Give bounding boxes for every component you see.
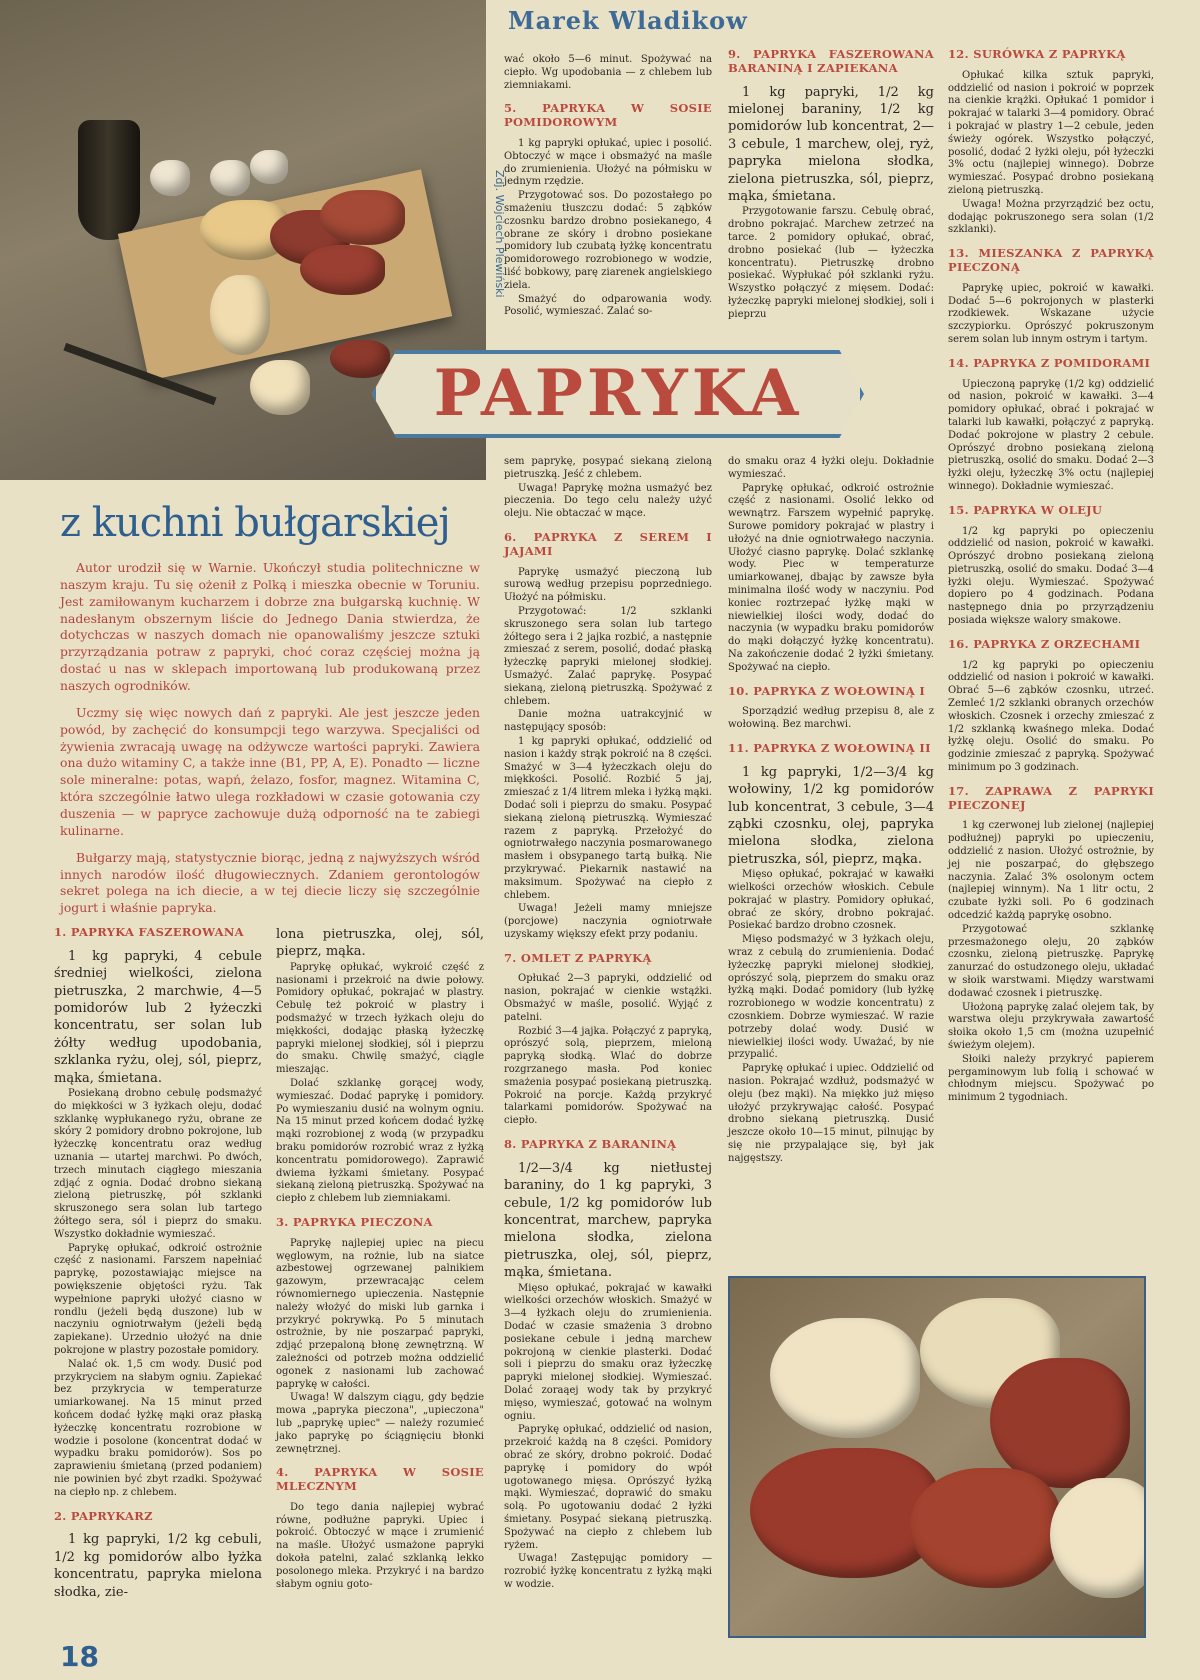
recipe-text: Posiekaną drobno cebulę podsmażyć do miękkości w 3 łyżkach oleju, dodać szklankę wypłukanego ryżu, obrane ze skóry 2 pomidory drobno pokrojone, lub łyżeczkę koncentratu oraz według uznania — utartej marchwi. Po dwóch, trzech minutach ciągłego mieszania zdjąć z ognia. Dodać drobno siekaną zieloną pietruszkę, pół szklanki skruszonego sera solan lub tartego żółtego sera, sól i pieprz do smaku. Wszystko dokładnie wymieszać. <box>54 1088 262 1240</box>
recipe-text: 1/2 kg papryki po opieczeniu oddzielić od nasion, pokroić w kawałki. Oprószyć drobno posiekaną zieloną pietruszką, osolić do smaku. Dodać 3—4 łyżki oleju. Wymieszać. Spożywać dopiero po 4 godzinach. Podana następnego dnia po przyrządzeniu posiada większe walory smakowe. <box>948 525 1154 627</box>
recipe-heading: 2. PAPRYKARZ <box>54 1508 153 1523</box>
column-4 <box>728 456 934 1167</box>
garlic-shape <box>250 150 288 184</box>
intro-paragraph: Uczmy się więc nowych dań z papryki. Ale jest jeszcze jeden powód, by zachęcić do konsumpcji tego warzywa. Specjaliści od żywienia zwracają uwagę na odżywcze wartości papryki. Zawiera ona dużo witaminy C, a także inne (B1, PP, A, E). Ponadto — liczne sole mineralne: potas, wapń, żelazo, fosfor, magnez. Witamina C, która szczególnie łatwo ulega rozkładowi w czasie gotowania czy duszenia — w papryce zachowuje dużą odporność na te zabiegi kulinarne. <box>60 704 480 838</box>
pepper-shape <box>210 275 270 355</box>
recipe-heading: 10. PAPRYKA Z WOŁOWINĄ I <box>728 683 926 698</box>
recipe-text: Danie można uatrakcyjnić w następujący sposób: <box>504 709 712 734</box>
recipe-text: Upieczoną paprykę (1/2 kg) oddzielić od nasion, pokroić w kawałki. 3—4 pomidory opłukać, obrać i pokrajać w talarki lub kawałki, połączyć z papryką. Dodać pokrojone w plastry 2 cebule. Oprószyć drobno posiekaną zieloną pietruszką, osolić do smaku. Dodać 2—3 łyżki oleju, łyżeczkę 3% octu (najlepiej winnego). Dokładnie wymieszać. <box>948 378 1154 492</box>
article-title: PAPRYKA <box>433 356 803 431</box>
pepper-shape <box>300 245 385 295</box>
recipe-text: Paprykę usmażyć pieczoną lub surową według przepisu poprzedniego. Ułożyć na półmisku. <box>504 566 712 604</box>
pepper-shape <box>320 190 405 245</box>
recipe-heading: 1. PAPRYKA FASZEROWANA <box>54 925 244 939</box>
recipe-heading: 15. PAPRYKA W OLEJU <box>948 502 1103 517</box>
recipe-text: Paprykę najlepiej upiec na piecu węglowym, na rożnie, lub na siatce azbestowej ogrzewanej palnikiem gazowym, przewracając celem równomiernego upieczenia. Następnie należy włożyć do miski lub garnka i przykryć pokrywką. Po 5 minutach ostrożnie, by nie poszarpać papryki, zdjąć przepaloną błonę zewnętrzną. W zależności od potrzeb można oddzielić ogonek z nasionami lub zachować paprykę w całości. <box>276 1237 484 1390</box>
recipe-text: Przygotować: 1/2 szklanki skruszonego sera solan lub tartego żółtego sera i 2 jajka rozbić, a następnie zmieszać z serem, posolić, dodać płaską łyżeczkę papryki mielonej słodkiej. Usmażyć. Zalać paprykę. Posypać siekaną, zieloną pietruszką. Spożywać z chlebem. <box>504 605 712 707</box>
recipe-text: Mięso podsmażyć w 3 łyżkach oleju, wraz z cebulą do zrumienienia. Dodać łyżeczkę papryki mielonej słodkiej, oprószyć solą, pieprzem do smaku oraz łyżką mąki. Dodać pomidory (lub łyżkę rozrobionego w wodzie koncentratu) z czosnkiem. Dobrze wymieszać. W razie potrzeby dolać wody. Dusić w niewielkiej ilości wody. Uważać, by nie przypalić. <box>728 934 934 1061</box>
recipe-text: Nalać ok. 1,5 cm wody. Dusić pod przykryciem na słabym ogniu. Zapiekać bez przykrycia w temperaturze umiarkowanej. Na 15 minut przed końcem dodać łyżkę mąki oraz płaską łyżeczkę koncentratu rozrobione w wodzie i posolone (koncentrat dodać w wypadku braku pomidorów). Sos po zaprawieniu śmietaną (przed podaniem) nie powinien być zbyt rzadki. Spożywać na ciepło np. z chlebem. <box>54 1358 262 1498</box>
recipe-heading: 11. PAPRYKA Z WOŁOWINĄ II <box>728 740 931 755</box>
recipe-heading: 7. OMLET Z PAPRYKĄ <box>504 950 652 965</box>
recipe-heading: 16. PAPRYKA Z ORZECHAMI <box>948 636 1141 651</box>
recipe-text: Ułożoną paprykę zalać olejem tak, by warstwa oleju przykrywała zawartość słoika około 1,5 cm (można uzupełnić świeżym olejem). <box>948 1001 1154 1051</box>
recipe-text: 1 kg czerwonej lub zielonej (najlepiej podłużnej) papryki po upieczeniu, oddzielić z nasion. Ułożyć ostrożnie, by jej nie poszarpać, do głębszego naczynia. Zalać 3% osolonym octem (najlepiej winnym). Na 1 litr octu, 2 czubate łyżki soli. Po 6 godzinach odcedzić każdą paprykę osobno. <box>948 820 1154 922</box>
column-4-top <box>728 48 934 323</box>
intro-text <box>60 560 480 927</box>
recipe-text: Paprykę opłukać, odkroić ostrożnie część z nasionami. Farszem napełniać paprykę, pozostawiając miejsce na powiększenie objętości ryżu. Tak wypełnione papryki ułożyć ciasno w rondlu (jeżeli będą duszone) lub w naczyniu ogniotrwałym (jeżeli będą zapiekane). Urzednio ułożyć na dnie pokrojone w plastry pozostałe pomidory. <box>54 1242 262 1356</box>
column-3-top <box>504 54 712 320</box>
pepper-shape <box>250 360 310 415</box>
article-subtitle: z kuchni bułgarskiej <box>60 500 450 546</box>
pepper-shape <box>1050 1478 1146 1598</box>
pepper-shape <box>770 1318 920 1438</box>
recipe-heading: 13. MIESZANKA Z PAPRYKĄ PIECZONĄ <box>948 246 1154 274</box>
ingredients: 1 kg papryki, 1/2—3/4 kg wołowiny, 1/2 kg pomidorów lub koncentrat, 3 cebule, 3—4 ząbki czosnku, olej, papryka mielona słodka, zielona pietruszka, sól, pieprz, mąka. <box>728 764 934 867</box>
recipe-text: Dolać szklankę gorącej wody, wymieszać. Dodać paprykę i pomidory. Po wymieszaniu dusić na wolnym ogniu. Na 15 minut przed końcem dodać łyżkę mąki rozrobionej z wodą (w przypadku braku pomidorów rozrobić wraz z łyżką koncentratu pomidorowego). Zaprawić dwiema łyżkami śmietany. Posypać siekaną zieloną pietruszką. Spożywać na ciepło z chlebem lub ziemniakami. <box>276 1077 484 1205</box>
intro-paragraph: Bułgarzy mają, statystycznie biorąc, jedną z najwyższych wśród innych narodów ilość długowiecznych. Zdaniem gerontologów sekret polega na ich diecie, a w tej diecie liczy się szczególnie jogurt i właśnie papryka. <box>60 849 480 916</box>
ingredients: 1/2—3/4 kg nietłustej baraniny, do 1 kg papryki, 3 cebule, 1/2 kg pomidorów lub koncentrat, marchew, papryka mielona słodka, zielona pietruszka, olej, sól, pieprz, mąka, śmietana. <box>504 1160 712 1281</box>
recipe-text: Mięso opłukać, pokrajać w kawałki wielkości orzechów włoskich. Cebule pokrajać w plastry. Pomidory opłukać, obrać ze skóry, drobno pokrajać. Posiekać bardzo drobno czosnek. <box>728 869 934 932</box>
recipe-text: Smażyć do odparowania wody. Posolić, wymieszać. Zalać so- <box>504 293 712 318</box>
recipe-heading: 6. PAPRYKA Z SEREM I JAJAMI <box>504 529 712 558</box>
cutting-board <box>118 169 452 380</box>
recipe-text: Opłukać 2—3 papryki, oddzielić od nasion, pokrajać w cienkie wstążki. Obsmażyć w maśle, posolić. Wyjąć z patelni. <box>504 973 712 1023</box>
column-3 <box>504 456 712 1593</box>
intro-paragraph: Autor urodził się w Warnie. Ukończył studia politechniczne w naszym kraju. Tu się ożenił z Polką i mieszka obecnie w Toruniu. Jest zamiłowanym kucharzem i dobrze zna bułgarską kuchnię. W nadesłanym obszernym liście do Jednego Dania stwierdza, że dotychczas w naszych domach nie opanowaliśmy jeszcze sztuki przyrządzania potraw z papryki, choć coraz częściej można ją dostać u nas w sklepach importowaną lub produkowaną przez naszych ogrodników. <box>60 560 480 694</box>
recipe-text: Paprykę opłukać, odkroić ostrożnie część z nasionami. Osolić lekko od wewnątrz. Farszem wypełnić paprykę. Surowe pomidory pokrajać w plastry i ułożyć na dnie ogniotrwałego naczynia. Ułożyć ciasno paprykę. Dolać szklankę wody. Piec w temperaturze umiarkowanej, dbając by zawsze była minimalna ilość wody w naczyniu. Pod koniec roztrzepać łyżkę mąki w niewielkiej ilości wody, dodać do naczynia (w wypadku braku pomidorów do mąki dołączyć łyżkę koncentratu). Na zakończenie dodać 2 łyżki śmietany. Spożywać na ciepło. <box>728 482 934 673</box>
recipe-heading: 5. PAPRYKA W SOSIE POMIDOROWYM <box>504 101 712 130</box>
recipe-text: Paprykę upiec, pokroić w kawałki. Dodać 5—6 pokrojonych w plasterki rzodkiewek. Wskazane użycie szczypiorku. Oprószyć pokruszonym serem solan lub innym ostrym i tartym. <box>948 282 1154 345</box>
recipe-text: Przygotowanie farszu. Cebulę obrać, drobno pokrajać. Marchew zetrzeć na tarce. 2 pomidory opłukać, obrać, drobno posiekać (lub — łyżeczka koncentratu). Pietruszkę drobno posiekać. Wypłukać pół szklanki ryżu. Wszystko połączyć z mięsem. Dodać: łyżeczkę papryki mielonej słodkiej, soli i pieprzu <box>728 206 934 320</box>
garlic-shape <box>150 160 190 196</box>
recipe-heading: 14. PAPRYKA Z POMIDORAMI <box>948 355 1151 370</box>
recipe-text: sem paprykę, posypać siekaną zieloną pietruszką. Jeść z chlebem. <box>504 456 712 480</box>
ingredients: 1 kg papryki, 4 cebule średniej wielkości, zielona pietruszka, 2 marchwie, 4—5 pomidorów lub 2 łyżeczki koncentratu, ser solan lub żółty według upodobania, szklanka ryżu, olej, sól, pieprz, mąka, śmietana. <box>54 948 262 1086</box>
recipe-text: Słoiki należy przykryć papierem pergaminowym lub folią i schować w chłodnym miejscu. Spożywać po minimum 2 tygodniach. <box>948 1053 1154 1104</box>
ingredients: 1 kg papryki, 1/2 kg mielonej baraniny, 1/2 kg pomidorów lub koncentrat, 2—3 cebule, 1 marchew, olej, ryż, papryka mielona słodka, zielona pietruszka, sól, pieprz, mąka, śmietana. <box>728 84 934 205</box>
recipe-heading: 12. SURÓWKA Z PAPRYKĄ <box>948 47 1126 61</box>
wine-glass <box>78 120 140 240</box>
recipe-text: Paprykę opłukać, oddzielić od nasion, przekroić każdą na 8 części. Pomidory obrać ze skóry, drobno pokroić. Dodać paprykę i pomidory do wpół ugotowanego mięsa. Oprószyć łyżką mąki. Wymieszać, doprawić do smaku solą. Po ugotowaniu dodać 2 łyżki śmietany. Posypać siekaną pietruszką. Spożywać na ciepło z chlebem lub ryżem. <box>504 1424 712 1551</box>
recipe-text: Paprykę opłukać, wykroić część z nasionami i przekroić na dwie połowy. Pomidory opłukać, pokrajać w plastry. Cebulę też pokroić w plastry i podsmażyć w trzech łyżkach oleju do miękkości, dodając płaską łyżeczkę papryki mielonej słodkiej, sól i pieprzu do smaku. Chwilę smażyć, ciągle mieszając. <box>276 961 484 1076</box>
recipe-text: 1 kg papryki opłukać, oddzielić od nasion i każdy strąk pokroić na 8 części. Smażyć w 3—4 łyżeczkach oleju do miękkości. Posolić. Rozbić 5 jaj, zmieszać z 1/4 litrem mleka i łyżką mąki. Dodać soli i pieprzu do smaku. Posypać siekaną zieloną pietruszką. Wymieszać razem z papryką. Przełożyć do ogniotrwałego naczynia posmarowanego masłem i obsypanego tartą bułką. Nie przykrywać. Piekarnik nastawić na maksimum. Spożywać na ciepło z chlebem. <box>504 735 712 901</box>
recipe-text: Przygotować szklankę przesmażonego oleju, 20 ząbków czosnku, zieloną pietruszkę. Paprykę zanurzać do ostudzonego oleju, układać w słoik warstwami. Między warstwami dodawać czosnek i pietruszkę. <box>948 923 1154 999</box>
recipe-text: Do tego dania najlepiej wybrać równe, podłużne papryki. Upiec i pokroić. Obtoczyć w mące i zrumienić na maśle. Ułożyć usmażone papryki dokoła patelni, zalać szklanką lekko posolonego mleka. Przykryć i na bardzo słabym ogniu goto- <box>276 1501 484 1590</box>
ingredients: lona pietruszka, olej, sól, pieprz, mąka. <box>276 927 484 960</box>
recipe-text: 1 kg papryki opłukać, upiec i posolić. Obtoczyć w mące i obsmażyć na maśle do zrumienienia. Ułożyć na półmisku w jednym rzędzie. <box>504 137 712 188</box>
recipe-heading: 4. PAPRYKA W SOSIE MLECZNYM <box>276 1465 484 1494</box>
recipe-text: do smaku oraz 4 łyżki oleju. Dokładnie wymieszać. <box>728 456 934 480</box>
column-1 <box>54 926 262 1602</box>
page-number: 18 <box>60 1640 99 1673</box>
recipe-note: Uwaga! W dalszym ciągu, gdy będzie mowa „papryka pieczona", „upieczona" lub „paprykę upiec" — należy rozumieć jako paprykę po ściągnięciu błonki zewnętrznej. <box>276 1392 484 1455</box>
recipe-text: 1/2 kg papryki po opieczeniu oddzielić od nasion i pokroić w kawałki. Obrać 5—6 ząbków czosnku, utrzeć. Zemleć 1/2 szklanki obranych orzechów włoskich. Czosnek i orzechy zmieszać z 1/2 szklanką kwaśnego mleka. Dodać łyżkę oleju. Osolić do smaku. Po godzinie zmieszać z papryką. Spożywać minimum po 3 godzinach. <box>948 659 1154 774</box>
recipe-text: Sporządzić według przepisu 8, ale z wołowiną. Bez marchwi. <box>728 706 934 731</box>
recipe-text: Opłukać kilka sztuk papryki, oddzielić od nasion i pokroić w poprzek na cienkie krążki. Opłukać 1 pomidor i pokrajać w talarki 3—4 pomidory. Obrać i pokrajać w plastry 1—2 cebule, jeden świeży ogórek. Wszystko połączyć, posolić, dodać 2 łyżki oleju, pół łyżeczki 3% octu (najlepiej winnego). Dobrze wymieszać. Posypać drobno posiekaną zieloną pietruszką. <box>948 69 1154 196</box>
recipe-heading: 8. PAPRYKA Z BARANINĄ <box>504 1137 677 1152</box>
column-5 <box>948 48 1154 1106</box>
ingredients: 1 kg papryki, 1/2 kg cebuli, 1/2 kg pomidorów albo łyżka koncentratu, papryka mielona słodka, zie- <box>54 1532 262 1600</box>
column-2 <box>276 926 484 1592</box>
photo-credit: Zdj. Wojciech Plewiński <box>493 170 506 298</box>
recipe-heading: 3. PAPRYKA PIECZONA <box>276 1214 433 1229</box>
recipe-text: Paprykę opłukać i upiec. Oddzielić od nasion. Pokrajać wzdłuż, podsmażyć w oleju (bez mąki). Na miękko już mięso ułożyć przykrywając całość. Posypać drobno siekaną pietruszką. Dusić jeszcze około 10—15 minut, pilnując by się nie przypalające się, był jak najgęstszy. <box>728 1063 934 1164</box>
recipe-note: Uwaga! Paprykę można usmażyć bez pieczenia. Do tego celu należy użyć oleju. Nie obtaczać w mące. <box>504 482 712 520</box>
author-name: Marek Wladikow <box>508 6 748 35</box>
recipe-text: Przygotować sos. Do pozostałego po smażeniu tłuszczu dodać: 5 ząbków czosnku bardzo drobno posiekanego, 4 obrane ze skóry i drobno posiekane pomidory lub czubatą łyżkę koncentratu pomidorowego rozrobionego w wodzie, liść bobkowy, parę ziarenek angielskiego ziela. <box>504 190 712 291</box>
recipe-note: Uwaga! Zastępując pomidory — rozrobić łyżkę koncentratu z łyżką mąki w wodzie. <box>504 1553 712 1591</box>
recipe-text: wać około 5—6 minut. Spożywać na ciepło. Wg upodobania — z chlebem lub ziemniakami. <box>504 54 712 91</box>
pepper-shape <box>910 1468 1060 1588</box>
recipe-heading: 17. ZAPRAWA Z PAPRYKI PIECZONEJ <box>948 783 1154 812</box>
garlic-shape <box>210 160 250 196</box>
recipe-note: Uwaga! Można przyrządzić bez octu, dodając pokruszonego sera solan (1/2 szklanki). <box>948 198 1154 236</box>
recipe-text: Mięso opłukać, pokrajać w kawałki wielkości orzechów włoskich. Smażyć w 3—4 łyżkach oleju do zrumienienia. Dodać w czasie smażenia 3 drobno posiekane cebule i jedną marchew pokrojoną w cienkie plasterki. Dodać soli i pieprzu do smaku oraz łyżeczkę papryki mielonej słodkiej. Wymieszać. Dolać zoraąej wody tak by przykryć mięso, wymieszać, gotować na wolnym ogniu. <box>504 1282 712 1422</box>
recipe-text: Rozbić 3—4 jajka. Połączyć z papryką, oprószyć solą, pieprzem, mieloną papryką słodką. Wlać do dobrze rozgrzanego masła. Pod koniec smażenia posypać posiekaną pietruszką. Pokroić na porcje. Każdą przykryć talarkami pomidorów. Spożywać na ciepło. <box>504 1025 712 1127</box>
recipe-note: Uwaga! Jeżeli mamy mniejsze (porcjowe) naczynia ogniotrwałe uzyskamy większy efekt przy podaniu. <box>504 903 712 940</box>
bottom-peppers-photo <box>728 1276 1146 1638</box>
recipe-heading: 9. PAPRYKA FASZEROWANA BARANINĄ I ZAPIEKANA <box>728 47 934 75</box>
